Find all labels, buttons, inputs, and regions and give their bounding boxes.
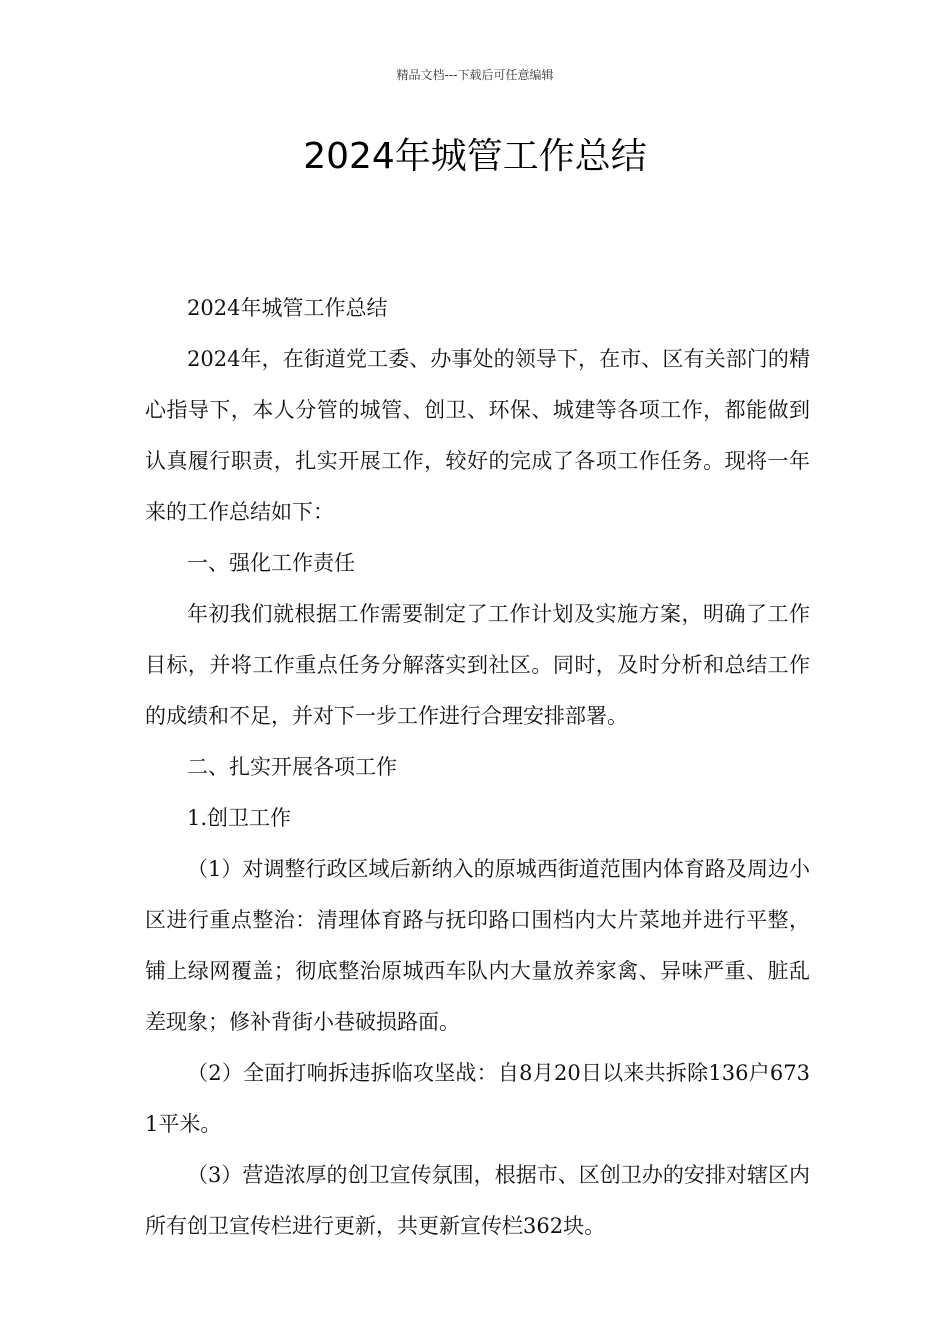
paragraph-item-3: （3）营造浓厚的创卫宣传氛围，根据市、区创卫办的安排对辖区内所有创卫宣传栏进行更新，共更新宣传栏362块。 (145, 1163, 810, 1238)
paragraph-intro: 2024年，在街道党工委、办事处的领导下，在市、区有关部门的精心指导下，本人分管的城管、创卫、环保、城建等各项工作，都能做到认真履行职责，扎实开展工作，较好的完成了各项工作任务。现将一年来的工作总结如下： (145, 347, 810, 524)
paragraph-subtitle: 2024年城管工作总结 (187, 296, 388, 320)
section-heading-1: 一、强化工作责任 (187, 551, 355, 575)
paragraph-item-1: （1）对调整行政区域后新纳入的原城西街道范围内体育路及周边小区进行重点整治：清理体育路与抚印路口围档内大片菜地并进行平整，铺上绿网覆盖；彻底整治原城西车队内大量放养家禽、异味严重、脏乱差现象；修补背街小巷破损路面。 (145, 857, 810, 1034)
paragraph-section-1: 年初我们就根据工作需要制定了工作计划及实施方案，明确了工作目标，并将工作重点任务分解落实到社区。同时，及时分析和总结工作的成绩和不足，并对下一步工作进行合理安排部署。 (145, 602, 810, 728)
header-note: 精品文档---下载后可任意编辑 (396, 68, 554, 82)
document-body (145, 283, 810, 1252)
subsection-heading-1: 1.创卫工作 (187, 806, 292, 830)
section-heading-2: 二、扎实开展各项工作 (187, 755, 397, 779)
paragraph-item-2: （2）全面打响拆违拆临攻坚战：自8月20日以来共拆除136户6731平米。 (145, 1061, 810, 1136)
document-title: 2024年城管工作总结 (303, 136, 647, 177)
